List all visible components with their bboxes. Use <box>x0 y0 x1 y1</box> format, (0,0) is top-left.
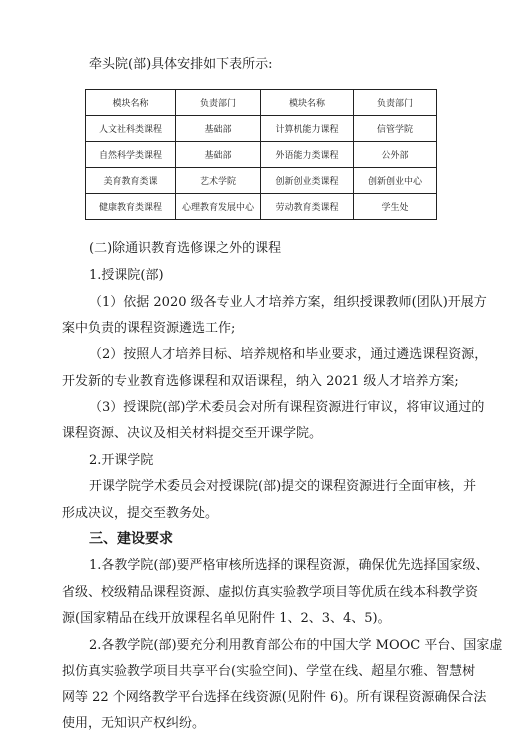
table-cell: 艺术学院 <box>176 168 261 194</box>
table-row <box>86 168 437 194</box>
module-table <box>85 89 437 220</box>
paragraph-line: （1）依据 2020 级各专业人才培养方案，组织授课教师(团队)开展方 <box>89 295 487 310</box>
table-cell: 基础部 <box>176 116 261 142</box>
table-cell: 劳动教育类课程 <box>261 194 354 220</box>
table-cell: 信管学院 <box>354 116 437 142</box>
table-cell: 学生处 <box>354 194 437 220</box>
table-row <box>86 194 437 220</box>
table-cell: 基础部 <box>176 142 261 168</box>
paragraph-line: 开发新的专业教育选修课程和双语课程，纳入 2021 级人才培养方案; <box>62 374 459 389</box>
section-heading: (二)除通识教育选修课之外的课程 <box>89 241 282 256</box>
table-cell: 人文社科类课程 <box>86 116 176 142</box>
table-cell: 创新创业中心 <box>354 168 437 194</box>
table-cell: 创新创业类课程 <box>261 168 354 194</box>
paragraph-line: （2）按照人才培养目标、培养规格和毕业要求，通过遴选课程资源， <box>89 347 488 362</box>
paragraph-line: 2.各教学院(部)要充分利用教育部公布的中国大学 MOOC 平台、国家虚 <box>89 638 503 653</box>
intro-text: 牵头院(部)具体安排如下表所示: <box>89 57 273 72</box>
paragraph-line: 使用，无知识产权纠纷。 <box>62 716 206 731</box>
paragraph-line: 课程资源、决议及相关材料提交至开课学院。 <box>62 426 323 441</box>
paragraph-line: 拟仿真实验教学项目共享平台(实验空间)、学堂在线、超星尔雅、智慧树 <box>62 664 476 679</box>
paragraph-line: 网等 22 个网络教学平台选择在线资源(见附件 6)。所有课程资源确保合法 <box>62 690 487 705</box>
table-cell: 美育教育类课 <box>86 168 176 194</box>
table-row <box>86 116 437 142</box>
table-row <box>86 142 437 168</box>
table-header-cell: 模块名称 <box>261 90 354 116</box>
paragraph-line: （3）授课院(部)学术委员会对所有课程资源进行审议，将审议通过的 <box>89 400 485 415</box>
table-cell: 心理教育发展中心 <box>176 194 261 220</box>
table-cell: 自然科学类课程 <box>86 142 176 168</box>
paragraph-line: 1.各教学院(部)要严格审核所选择的课程资源，确保优先选择国家级、 <box>89 558 489 573</box>
paragraph-line: 开课学院学术委员会对授课院(部)提交的课程资源进行全面审核，并 <box>89 479 477 494</box>
table-header-cell: 负责部门 <box>176 90 261 116</box>
table-cell: 外语能力类课程 <box>261 142 354 168</box>
table-cell: 计算机能力课程 <box>261 116 354 142</box>
subsection-heading: 2.开课学院 <box>89 453 154 468</box>
table-cell: 健康教育类课程 <box>86 194 176 220</box>
paragraph-line: 案中负责的课程资源遴选工作; <box>62 321 236 336</box>
section-heading: 三、建设要求 <box>89 531 173 547</box>
table-header-cell: 模块名称 <box>86 90 176 116</box>
paragraph-line: 省级、校级精品课程资源、虚拟仿真实验教学项目等优质在线本科教学资 <box>62 585 479 600</box>
table-header-cell: 负责部门 <box>354 90 437 116</box>
subsection-heading: 1.授课院(部) <box>89 268 164 283</box>
table-header-row <box>86 90 437 116</box>
paragraph-line: 源(国家精品在线开放课程名单见附件 1、2、3、4、5)。 <box>62 611 391 626</box>
paragraph-line: 形成决议，提交至教务处。 <box>62 506 219 521</box>
table-cell: 公外部 <box>354 142 437 168</box>
